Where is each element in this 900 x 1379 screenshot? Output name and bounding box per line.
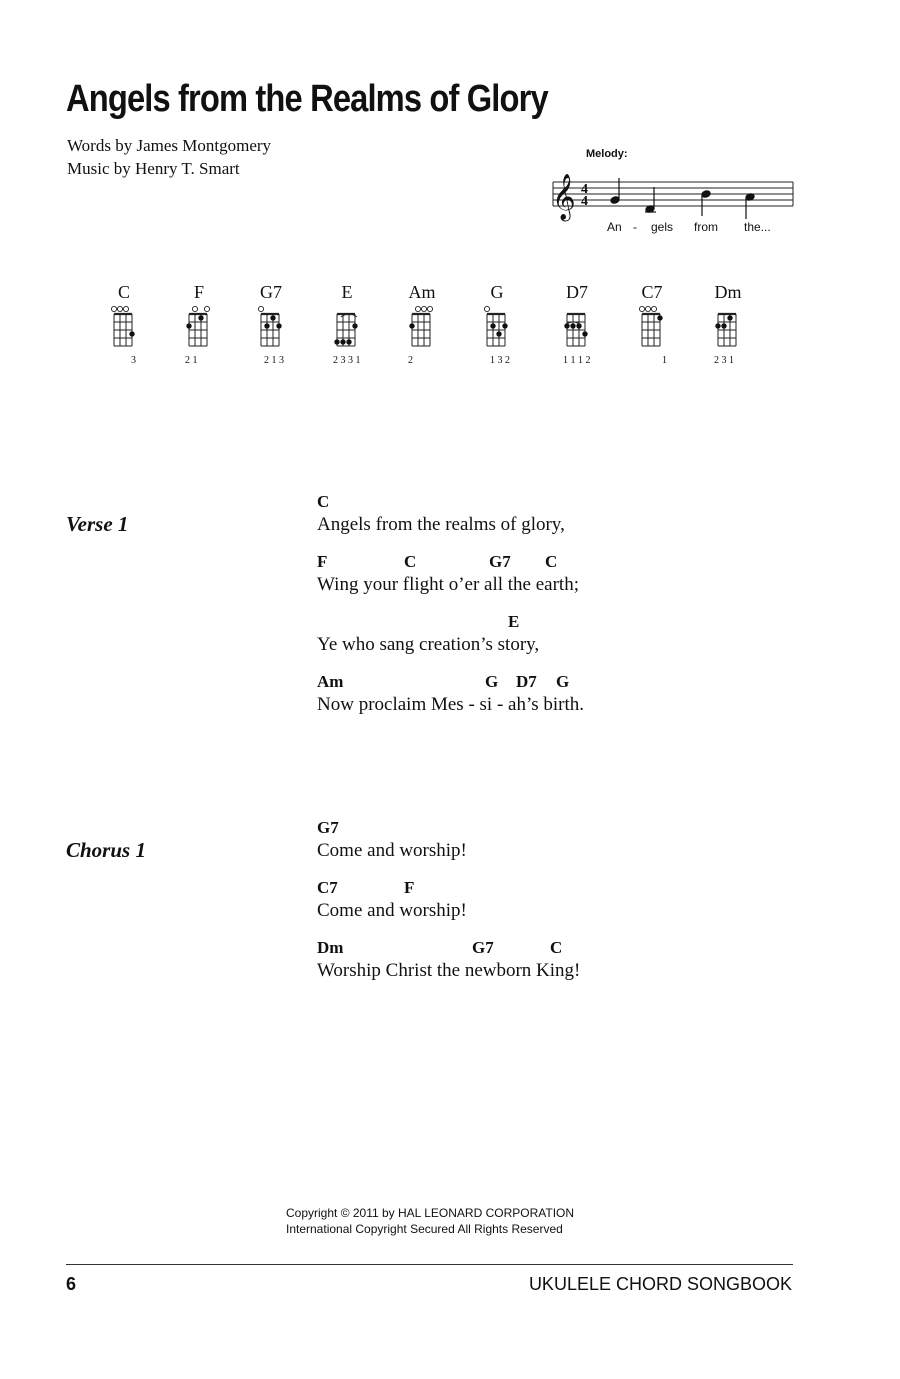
treble-clef-icon: 𝄞 bbox=[552, 174, 576, 220]
melody-staff bbox=[548, 160, 798, 222]
melody-syllable: An bbox=[607, 220, 622, 234]
chord-fingering: 3 bbox=[131, 355, 136, 366]
chord-fingering: 1 3 2 bbox=[490, 355, 510, 366]
chord-name: C7 bbox=[641, 282, 663, 302]
chord-symbol: C bbox=[550, 938, 563, 957]
chord-name: E bbox=[341, 282, 353, 302]
chord-grid bbox=[392, 300, 452, 355]
chord-symbol: G bbox=[485, 672, 499, 691]
chord-grid bbox=[547, 300, 607, 355]
chord-symbol: F bbox=[404, 878, 415, 897]
chord-fingering: 2 1 3 bbox=[264, 355, 284, 366]
chord-name: C bbox=[117, 282, 130, 302]
lyric-line: Ye who sang creation’s story, bbox=[317, 634, 540, 655]
chord-symbol: G7 bbox=[317, 818, 339, 837]
lyric-line: Come and worship! bbox=[317, 900, 467, 921]
chord-name: G7 bbox=[260, 282, 282, 302]
lyric-line: Worship Christ the newborn King! bbox=[317, 960, 581, 981]
chord-name: Am bbox=[408, 282, 436, 302]
chord-symbol: C bbox=[404, 552, 417, 571]
chord-symbol: E bbox=[508, 612, 520, 631]
chord-grid bbox=[241, 300, 301, 355]
chord-name: F bbox=[193, 282, 204, 302]
chord-symbol: D7 bbox=[516, 672, 537, 691]
chord-symbol: G bbox=[556, 672, 570, 691]
section-label-chorus-1: Chorus 1 bbox=[66, 838, 146, 862]
chord-grid bbox=[169, 300, 229, 355]
lyric-line: Angels from the realms of glory, bbox=[317, 514, 565, 535]
page-number: 6 bbox=[66, 1274, 77, 1294]
chord-symbol: C7 bbox=[317, 878, 338, 897]
chord-name: Dm bbox=[714, 282, 742, 302]
melody-syllable: from bbox=[694, 220, 718, 234]
song-title: Angels from the Realms of Glory bbox=[66, 78, 548, 120]
words-credit: Words by James Montgomery bbox=[67, 136, 272, 155]
chord-symbol: C bbox=[317, 492, 330, 511]
chord-symbol: G7 bbox=[489, 552, 511, 571]
copyright-line: Copyright © 2011 by HAL LEONARD CORPORATION bbox=[286, 1206, 575, 1220]
chord-name: G bbox=[490, 282, 504, 302]
book-title: UKULELE CHORD SONGBOOK bbox=[528, 1274, 792, 1294]
chord-symbol: Dm bbox=[317, 938, 344, 957]
chord-symbol: G7 bbox=[472, 938, 494, 957]
music-credit: Music by Henry T. Smart bbox=[67, 159, 240, 178]
chord-grid bbox=[698, 300, 758, 355]
chord-fingering: 1 1 1 2 bbox=[563, 355, 591, 366]
chord-fingering: 2 3 3 1 bbox=[333, 355, 361, 366]
chord-grid bbox=[317, 300, 377, 355]
melody-syllable: the... bbox=[744, 220, 771, 234]
lyric-line: Now proclaim Mes - si - ah’s birth. bbox=[317, 694, 585, 715]
melody-syllable: - bbox=[633, 220, 637, 234]
svg-text:4: 4 bbox=[581, 182, 588, 197]
chord-symbol: C bbox=[545, 552, 558, 571]
chord-fingering: 1 bbox=[662, 355, 667, 366]
section-label-verse-1: Verse 1 bbox=[66, 512, 129, 536]
chord-symbol: F bbox=[317, 552, 328, 571]
svg-text:4: 4 bbox=[581, 194, 588, 209]
chord-grid bbox=[467, 300, 527, 355]
chord-grid bbox=[622, 300, 682, 355]
copyright-line: International Copyright Secured All Rights Reserved bbox=[286, 1222, 563, 1236]
footer-divider bbox=[66, 1264, 793, 1265]
lyric-line: Come and worship! bbox=[317, 840, 467, 861]
lyric-line: Wing your flight o’er all the earth; bbox=[317, 574, 579, 595]
chord-fingering: 2 1 bbox=[185, 355, 198, 366]
chord-fingering: 2 bbox=[408, 355, 413, 366]
chord-symbol: Am bbox=[317, 672, 344, 691]
chord-grid bbox=[94, 300, 154, 355]
melody-syllable: gels bbox=[651, 220, 674, 234]
chord-fingering: 2 3 1 bbox=[714, 355, 734, 366]
melody-label: Melody: bbox=[586, 148, 628, 160]
chord-name: D7 bbox=[566, 282, 588, 302]
